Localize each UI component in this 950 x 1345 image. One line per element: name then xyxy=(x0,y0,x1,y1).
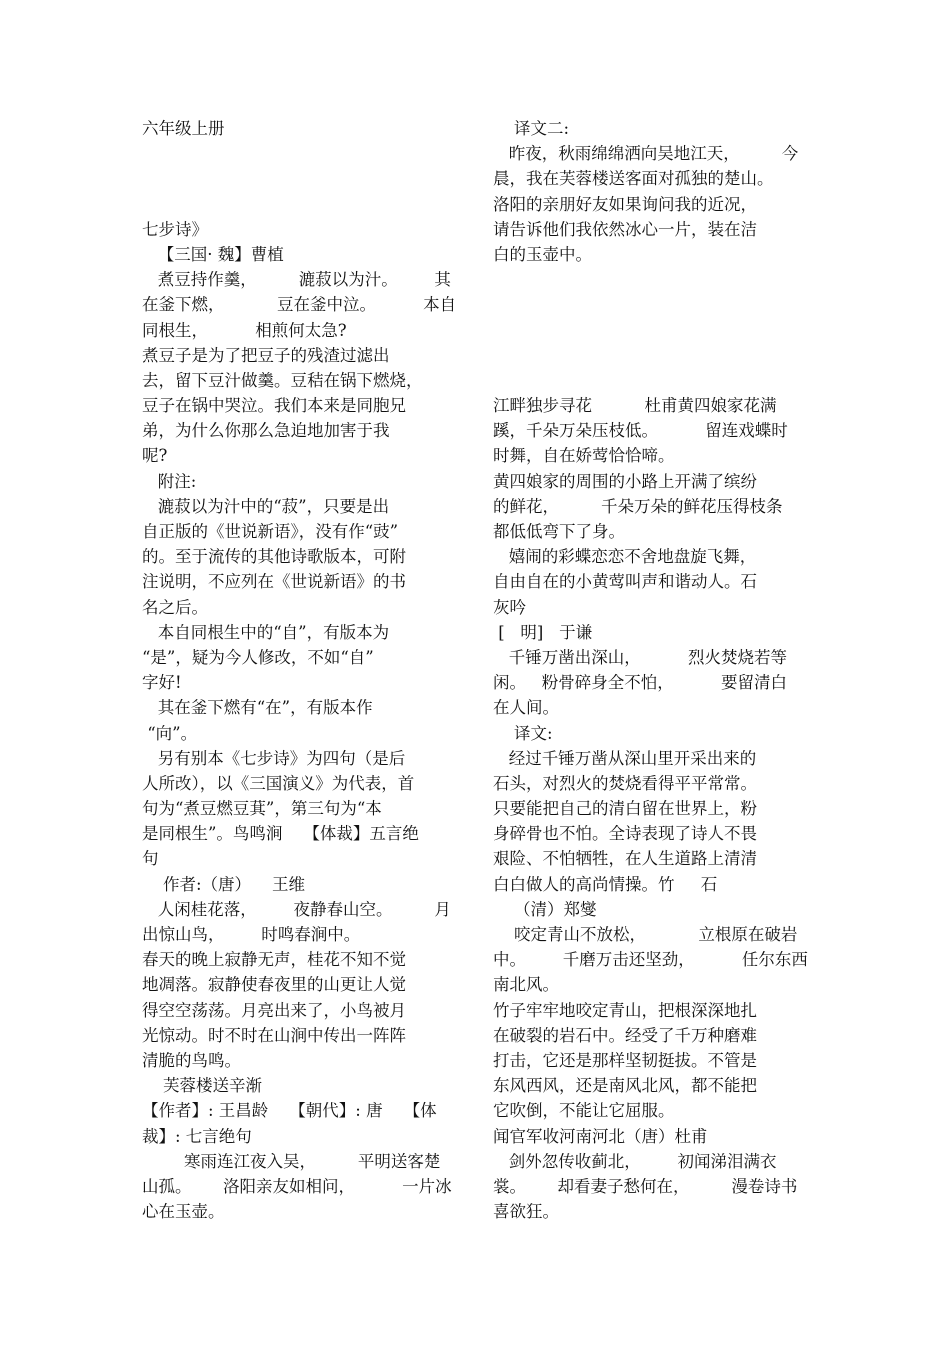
text-line: 白白做人的高尚情操。竹 石 xyxy=(493,874,718,894)
text-line: 芙蓉楼送辛渐 xyxy=(142,1076,262,1096)
text-line: 另有别本《七步诗》为四句（是后 xyxy=(142,748,406,768)
text-line: 蹊，千朵万朵压枝低。 留连戏蝶时 xyxy=(493,421,788,441)
text-line: 它吹倒，不能让它屈服。 xyxy=(493,1101,675,1121)
text-line: 【三国· 魏】曹植 xyxy=(142,244,284,264)
text-line: 喜欲狂。 xyxy=(493,1202,559,1222)
text-line: 人所改），以《三国演义》为代表，首 xyxy=(142,773,415,793)
text-line: 白的玉壶中。 xyxy=(493,244,592,264)
text-line: 译文: xyxy=(493,723,553,743)
text-line: 晨，我在芙蓉楼送客面对孤独的楚山。 xyxy=(493,169,774,189)
text-line: 千锤万凿出深山， 烈火焚烧若等 xyxy=(493,647,787,667)
text-line: 请告诉他们我依然冰心一片，装在洁 xyxy=(493,219,757,239)
text-line: 人闲桂花落， 夜静春山空。 月 xyxy=(142,899,451,919)
text-line xyxy=(493,368,813,393)
text-line: （清）郑燮 xyxy=(493,899,597,919)
text-line xyxy=(142,141,462,166)
text-line: 南北风。 xyxy=(493,975,559,995)
text-line: 昨夜，秋雨绵绵洒向吴地江天， 今 xyxy=(493,144,799,164)
text-line xyxy=(493,318,813,343)
text-line: 咬定青山不放松， 立根原在破岩 xyxy=(493,925,798,944)
text-line: 地凋落。寂静使春夜里的山更让人觉 xyxy=(142,975,406,995)
text-line: 的。至于流传的其他诗歌版本，可附 xyxy=(142,547,406,567)
text-line: 闲。 粉骨碎身全不怕， 要留清白 xyxy=(493,673,787,693)
text-line: 寒雨连江夜入吴， 平明送客楚 xyxy=(142,1151,441,1171)
text-line: 竹子牢牢地咬定青山，把根深深地扎 xyxy=(493,1000,757,1020)
text-line: 煮豆子是为了把豆子的残渣过滤出 xyxy=(142,345,390,365)
text-line: 都低低弯下了身。 xyxy=(493,522,625,541)
text-line: 是同根生”。鸟鸣涧 【体裁】五言绝 xyxy=(142,824,419,844)
text-line xyxy=(142,166,462,191)
text-line: 嬉闹的彩蝶恋恋不舍地盘旋飞舞， xyxy=(493,547,757,567)
text-line: “向”。 xyxy=(142,723,198,743)
text-line: 同根生， 相煎何太急? xyxy=(142,320,347,340)
text-line: 打击，它还是那样坚韧挺拔。不管是 xyxy=(493,1050,757,1070)
text-line: 时舞，自在娇莺恰恰啼。 xyxy=(493,446,675,466)
text-line: 江畔独步寻花 杜甫黄四娘家花满 xyxy=(493,396,777,416)
text-line: 自由自在的小黄莺叫声和谐动人。石 xyxy=(493,572,757,592)
text-line: 裳。 却看妻子愁何在， 漫卷诗书 xyxy=(493,1176,798,1196)
text-line: 山孤。 洛阳亲友如相问， 一片冰 xyxy=(142,1176,452,1196)
text-line: 作者:（唐） 王维 xyxy=(142,874,306,894)
text-line: 【作者】: 王昌龄 【朝代】: 唐 【体 xyxy=(142,1101,437,1121)
text-line: 在人间。 xyxy=(493,698,559,718)
text-line: 译文二: xyxy=(493,119,570,138)
text-line: 漉菽以为汁中的“菽”，只要是出 xyxy=(142,496,390,516)
text-line: 春天的晚上寂静无声，桂花不知不觉 xyxy=(142,950,406,970)
text-line: 光惊动。时不时在山涧中传出一阵阵 xyxy=(142,1025,406,1045)
text-line: 句为“煮豆燃豆萁”，第三句为“本 xyxy=(142,799,382,819)
text-line xyxy=(142,192,462,217)
text-line: 在釜下燃， 豆在釜中泣。 本自 xyxy=(142,295,457,315)
text-line: 本自同根生中的“自”，有版本为 xyxy=(142,622,390,642)
text-line: 名之后。 xyxy=(142,597,208,617)
text-line: 石头，对烈火的焚烧看得平平常常。 xyxy=(493,773,757,793)
text-line: 身碎骨也不怕。全诗表现了诗人不畏 xyxy=(493,824,757,844)
text-line: 呢? xyxy=(142,446,168,466)
text-line: 六年级上册 xyxy=(142,119,225,138)
text-line xyxy=(493,292,813,317)
text-line: 洛阳的亲朋好友如果询问我的近况， xyxy=(493,194,757,214)
text-line: 去，留下豆汁做羹。豆秸在锅下燃烧， xyxy=(142,370,423,390)
text-line: 剑外忽传收蓟北， 初闻涕泪满衣 xyxy=(493,1151,777,1171)
text-line: 煮豆持作羹， 漉菽以为汁。 其 xyxy=(142,270,451,290)
text-line: 的鲜花， 千朵万朵的鲜花压得枝条 xyxy=(493,496,783,516)
text-line: 只要能把自己的清白留在世界上，粉 xyxy=(493,799,757,819)
text-line: 注说明，不应列在《世说新语》的书 xyxy=(142,572,406,592)
text-line: 黄四娘家的周围的小路上开满了缤纷 xyxy=(493,471,757,491)
text-line: 东风西风，还是南风北风，都不能把 xyxy=(493,1076,757,1096)
text-line: 豆子在锅中哭泣。我们本来是同胞兄 xyxy=(142,396,406,416)
text-line: 自正版的《世说新语》，没有作“豉” xyxy=(142,522,399,541)
text-line: 经过千锤万凿从深山里开采出来的 xyxy=(493,748,757,768)
text-line: 艰险、不怕牺牲，在人生道路上清清 xyxy=(493,849,757,869)
text-line: 其在釜下燃有“在”，有版本作 xyxy=(142,698,373,718)
text-line: 弟，为什么你那么急迫地加害于我 xyxy=(142,421,390,441)
text-line: “是”，疑为今人修改，不如“自” xyxy=(142,647,374,667)
text-line: 出惊山鸟， 时鸣春涧中。 xyxy=(142,925,361,944)
text-line xyxy=(493,267,813,292)
text-line: 清脆的鸟鸣。 xyxy=(142,1050,241,1070)
text-line xyxy=(493,343,813,368)
text-line: 得空空荡荡。月亮出来了，小鸟被月 xyxy=(142,1000,406,1020)
text-line: 灰吟 xyxy=(493,597,526,617)
text-line: 句 xyxy=(142,849,159,869)
text-line: [ 明] 于谦 xyxy=(493,622,593,642)
right-text-column xyxy=(493,116,813,1224)
text-line: 裁】: 七言绝句 xyxy=(142,1126,252,1146)
text-line: 附注: xyxy=(142,471,197,491)
text-line: 中。 千磨万击还坚劲， 任尔东西 xyxy=(493,950,808,970)
left-text-column xyxy=(142,116,462,1224)
text-line: 心在玉壶。 xyxy=(142,1202,225,1222)
text-line: 闻官军收河南河北（唐）杜甫 xyxy=(493,1126,708,1146)
text-line: 字好! xyxy=(142,673,182,693)
text-line: 在破裂的岩石中。经受了千万种磨难 xyxy=(493,1025,757,1045)
text-line: 七步诗》 xyxy=(142,219,208,239)
